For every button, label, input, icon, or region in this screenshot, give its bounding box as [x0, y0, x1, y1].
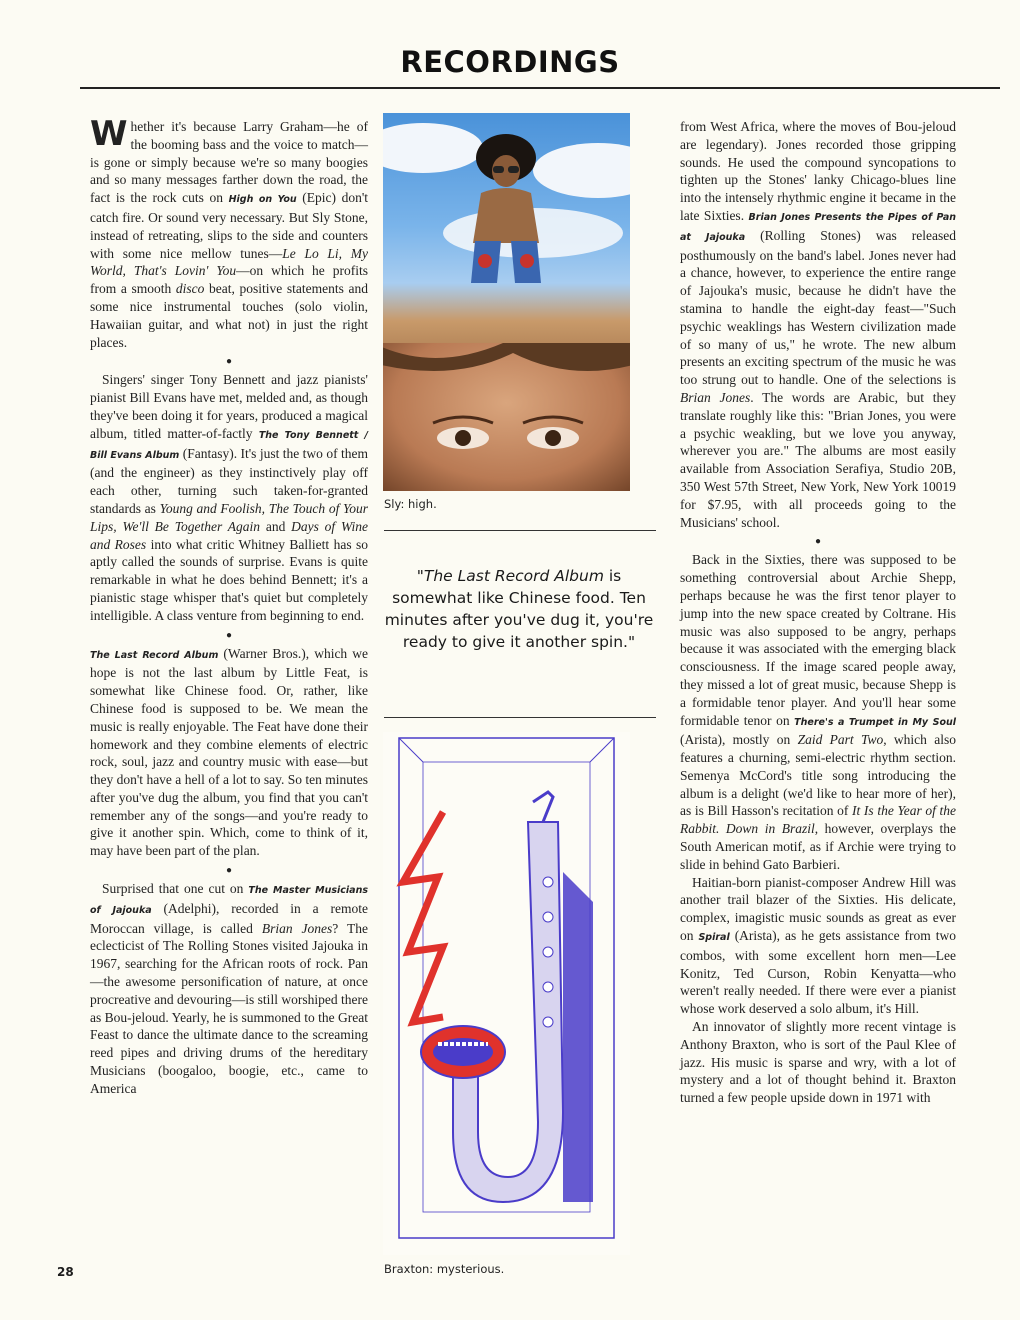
song-titles: Le Lo Li, My World, That's Lovin' You: [90, 245, 368, 279]
header-rule: [80, 87, 1000, 89]
paragraph-archie-shepp: Back in the Sixties, there was supposed to be something controversial about Archie Shepp, perhaps because he was the first tenor player to jump into the new space created by Coltrane. His music was also supposed to be angry, perhaps because it was associated with the emerging black consciousness. If the image scared people away, they missed a lot of great music, because Shepp is a formidable tenor player. And you'll hear some formidable tenor on There's a Trumpet in My Soul (Arista), mostly on Zaid Part Two, which also features a churning, semi-electric rhythm section. Semenya McCord's title song introducing the album is a delight (we'd like to hear more of her), as is Bill Hasson's recitation of It Is the Year of the Rabbit. Down in Brazil, however, overplays the South American motif, as if Archie were trying to slide in behind Gato Barbieri.: [680, 552, 956, 872]
page-number: 28: [57, 1265, 74, 1279]
album-title: Brian Jones Presents the Pipes of Pan at Jajouka: [680, 211, 956, 243]
saxophone-drawing: [383, 732, 630, 1255]
sly-figure: [461, 133, 551, 293]
photo-caption: Sly: high.: [384, 497, 437, 511]
eyes-shape: [383, 343, 630, 491]
separator-dot: ●: [225, 865, 233, 877]
sly-stone-photo: [383, 113, 630, 491]
separator-dot: ●: [225, 629, 233, 641]
paragraph-little-feat: The Last Record Album (Warner Bros.), which we hope is not the last album by Little Feat, is somewhat like Chinese food. Or, rather, like Chinese food is supposed to be. We mean the music is really enjoyable. The Feat have done their homework and they combine elements of electric rock, soul, jazz and country music with ease—but they don't have a hell of a lot to say. So ten minutes after you've dug the album, you find that you can't remember any of the songs—and you're ready to give it another spin. Which, come to think of it, may have been part of the plan.: [90, 645, 368, 859]
pull-quote: "The Last Record Album is somewhat like Chinese food. Ten minutes after you've dug it, you're ready to give it another spin.": [384, 567, 654, 651]
page-header: [0, 0, 1020, 92]
illustration-caption: Braxton: mysterious.: [384, 1262, 505, 1276]
album-title: High on You: [228, 194, 297, 206]
drop-cap: W: [90, 114, 128, 154]
pullquote-rule-top: [384, 530, 656, 531]
separator-dot: ●: [225, 356, 233, 368]
face-collage: [383, 343, 630, 491]
pullquote-rule-bottom: [384, 717, 656, 718]
article-column-right: [680, 118, 956, 1107]
album-title: The Tony Bennett / Bill Evans Album: [90, 429, 368, 461]
album-title: The Last Record Album: [90, 649, 219, 661]
saxophone-illustration: [383, 732, 630, 1255]
article-column-left: [90, 114, 369, 1098]
album-title: Spiral: [698, 932, 730, 944]
paragraph-andrew-hill: Haitian-born pianist-composer Andrew Hill was another trail blazer of the Sixties. His delicate, complex, imagistic music sounds as great as ever on Spiral (Arista), as he gets assistance from two combos, with some excellent horn men—Lee Konitz, Ted Curson, Robin Kenyatta—who weren't really needed. If there were ever a pianist whose work deserved a solo album, it's Hill.: [680, 874, 956, 1017]
section-title: RECORDINGS: [400, 45, 620, 79]
album-title: There's a Trumpet in My Soul: [794, 716, 956, 728]
paragraph-braxton: An innovator of slightly more recent vintage is Anthony Braxton, who is sort of the Paul Klee of jazz. His music is sparse and wry, with a lot of mystery and a lot of thought behind it. Braxton turned a few people upside down in 1971 with: [680, 1019, 956, 1106]
paragraph-jajouka: Surprised that one cut on The Master Musicians of Jajouka (Adelphi), recorded in a remote Moroccan village, is called Brian Jones? The eclecticist of The Rolling Stones visited Jajouka in 1967, searching for the African roots of rock. Pan—the awesome personification of nature, at once procreative and devouring—is still worshiped there as Bou-jeloud. Yearly, he is summoned to the Great Feast to dance the ultimate dance to the screaming reed pipes and driving drums of the hereditary Musicians (boogaloo, boogie, etc., came to America: [90, 881, 368, 1096]
song-titles: Young and Foolish, The Touch of Your Lips, We'll Be Together Again: [90, 500, 369, 534]
paragraph-brian-jones: from West Africa, where the moves of Bou-jeloud are legendary). Jones recorded those gripping sounds. He used the compound syncopations to tighten up the Stones' lanky Chicago-blues line into the intensely rhythmic engine it became in the late Sixties. Brian Jones Presents the Pipes of Pan at Jajouka (Rolling Stones) was released posthumously on the band's label. Jones never had a chance, however, to experience the entire range of Jajouka's music, because he didn't have the stamina to handle the eight-day feast—"Such psychic weaklings has Western civilization made of so many of us," he wrote. The new album presents an exciting spectrum of the music he was too strung out to handle. One of the selections is Brian Jones. The words are Arabic, but they translate roughly like this: "Brian Jones, you were a psychic weakling, but we love you anyway, wherever you are." The albums are most easily available from Association Serafiya, Studio 20B, 350 West 57th Street, New York, New York 10019 for $7.95, with all proceeds going to the Musicians' school.: [680, 119, 956, 530]
separator-dot: ●: [814, 536, 822, 548]
paragraph-bennett-evans: Singers' singer Tony Bennett and jazz pianists' pianist Bill Evans have met, melded and, as though they've been doing it for years, produced a magical album, titled matter-of-factly The Tony Bennett / Bill Evans Album (Fantasy). It's just the two of them (and the engineer) as they instinctively play off each other, turning such taken-for-granted standards as Young and Foolish, The Touch of Your Lips, We'll Be Together Again and Days of Wine and Roses into what critic Whitney Balliett has so aptly called the sounds of surprise. Evans is quite remarkable in what he does behind Bennett; it's a pianistic stage whisper that's quiet but completely intelligible. A class venture from beginning to end.: [90, 372, 369, 623]
paragraph-high-on-you: Whether it's because Larry Graham—he of the booming bass and the voice to match—is gone or simply because we're so many boogies and so many messages farther down the road, the fact is the rock cuts on High on You (Epic) don't catch fire. Or sound very necessary. But Sly Stone, instead of retreating, slips to the side and counters with some nice mellow tunes—Le Lo Li, My World, That's Lovin' You—on which he profits from a smooth disco beat, positive statements and some nice instrumental touches (solo violin, Hawaiian guitar, and what not) in just the right places.: [90, 114, 369, 350]
album-title: The Master Musicians of Jajouka: [90, 885, 368, 916]
